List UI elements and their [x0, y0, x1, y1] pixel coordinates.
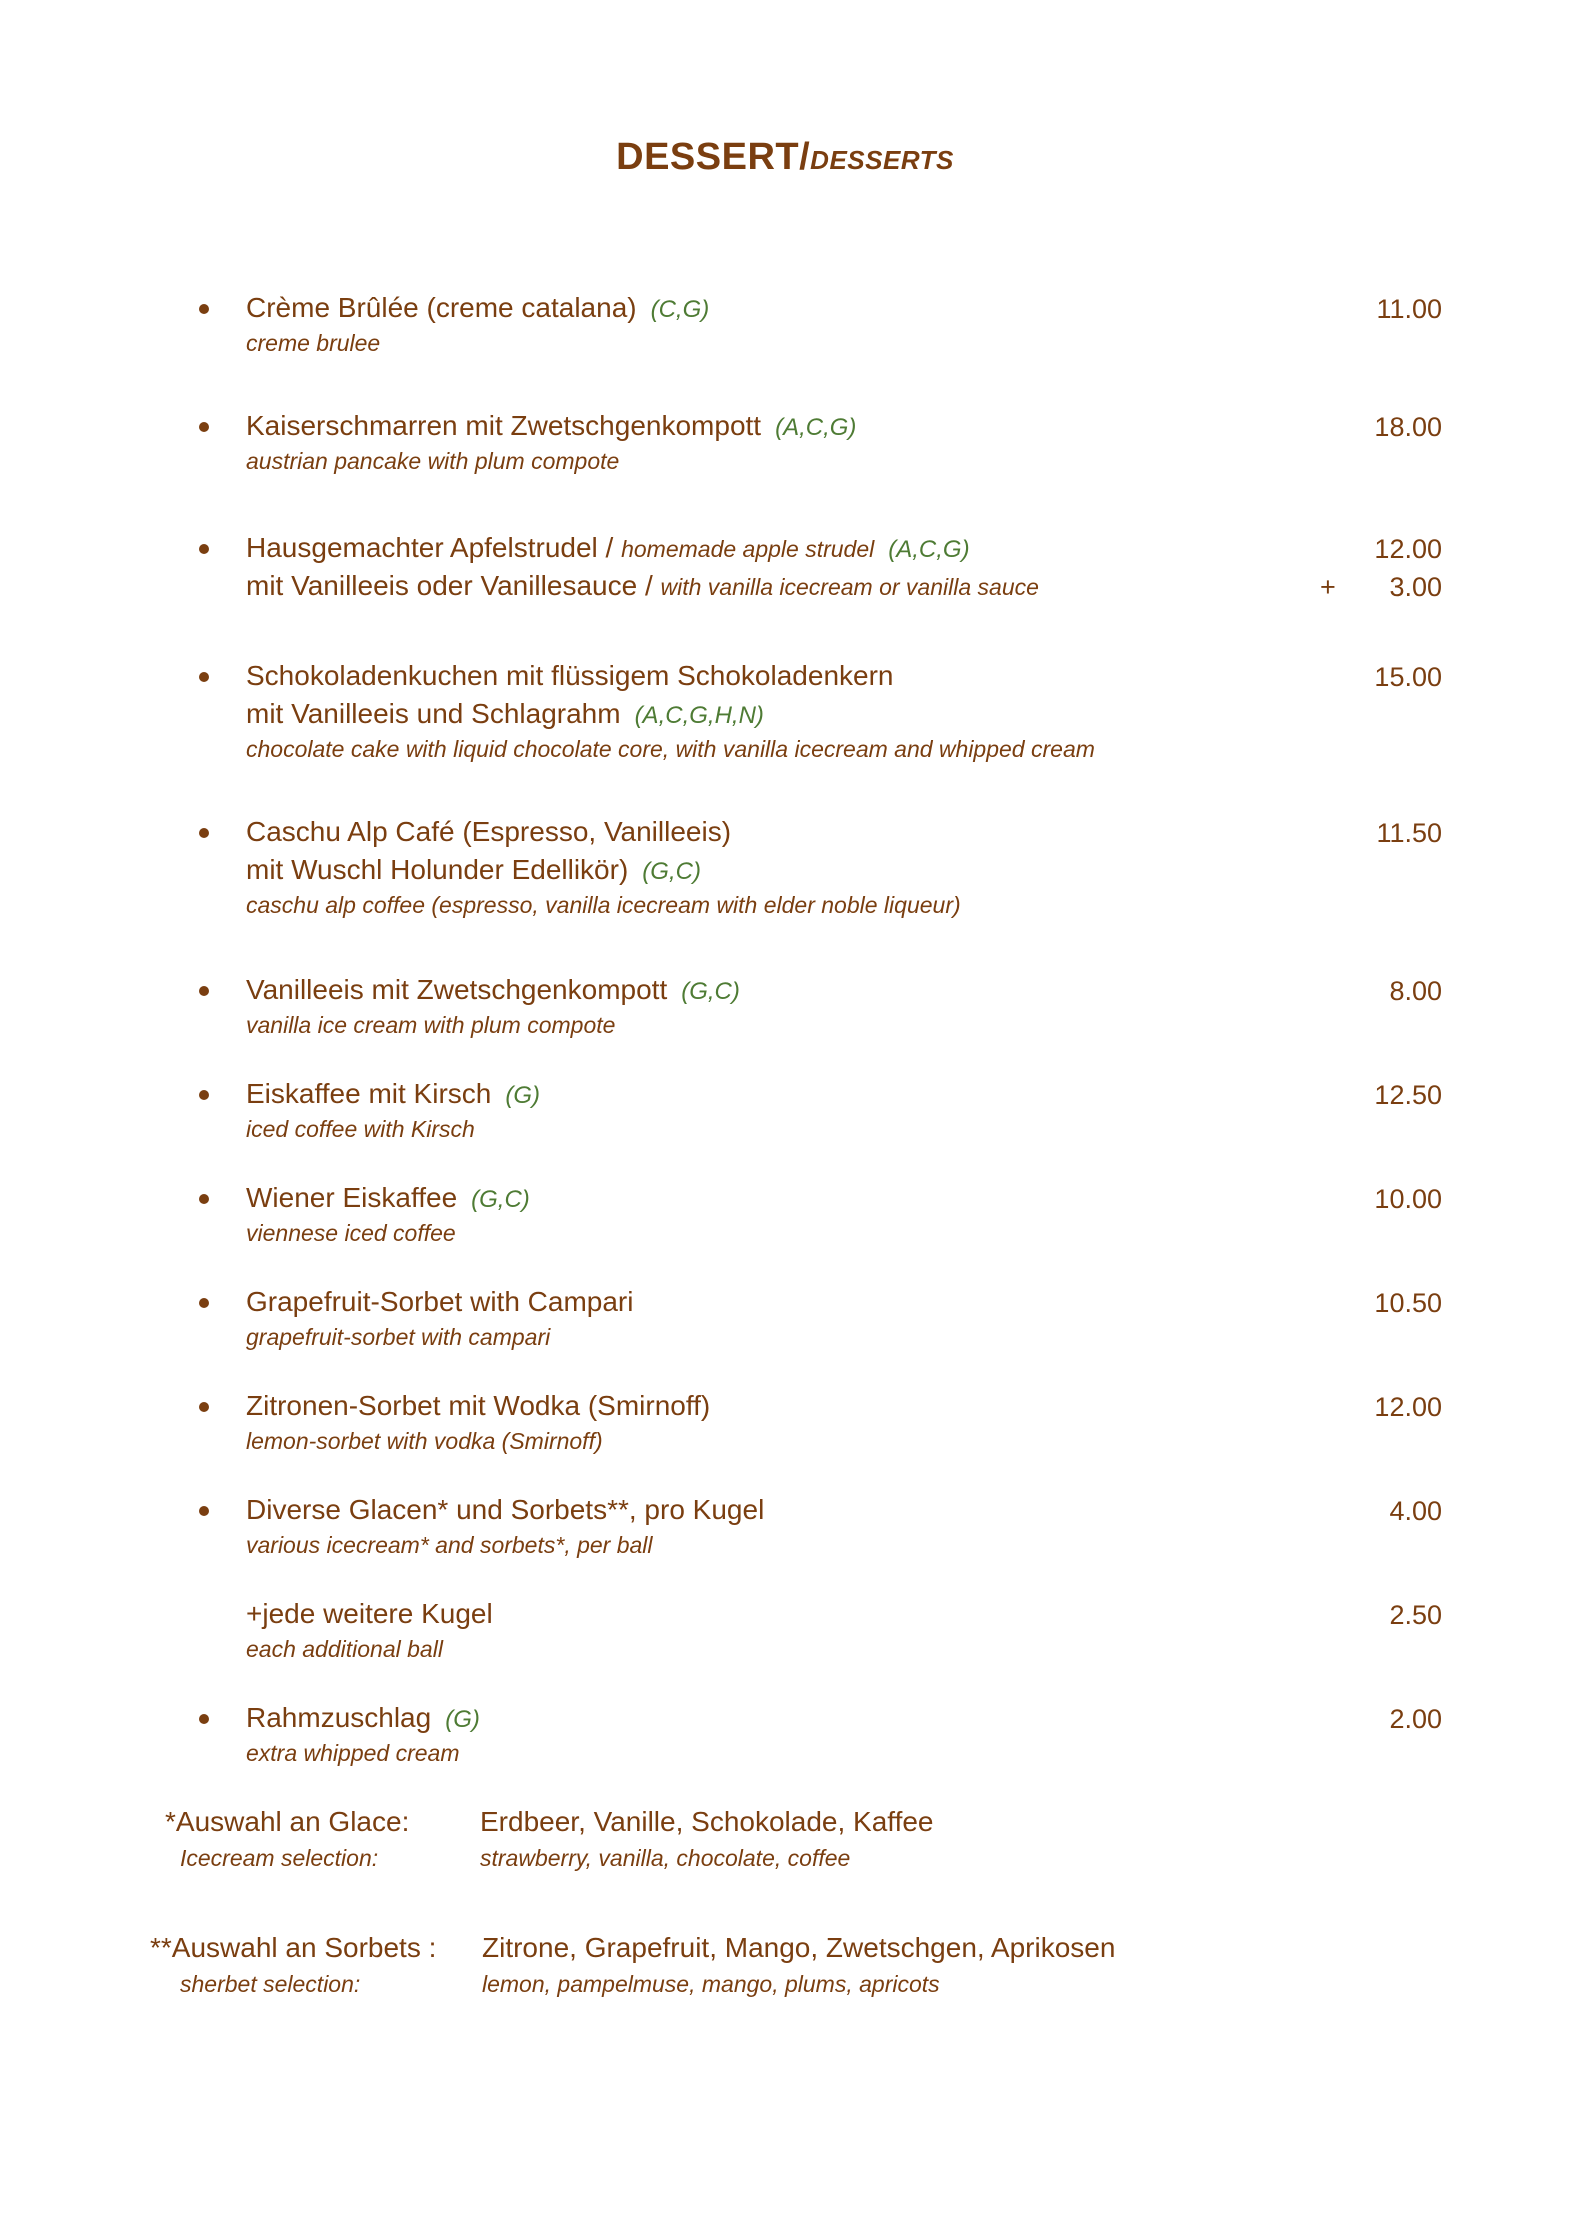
addon-plus: +	[1320, 572, 1336, 602]
item-name-line	[246, 974, 740, 1006]
sorbet-selection-value: Zitrone, Grapefruit, Mango, Zwetschgen, Aprikosen	[482, 1932, 1116, 1963]
item-name-line	[246, 532, 970, 564]
item-name-line	[246, 1494, 764, 1526]
item-name: Grapefruit-Sorbet with Campari	[246, 1286, 634, 1317]
item-addon-line	[246, 570, 1039, 602]
item-name-en: various icecream* and sorbets*, per ball	[246, 1532, 653, 1558]
item-price: 12.00	[1374, 1392, 1442, 1422]
item-name-2: mit Wuschl Holunder Edellikör)	[246, 854, 629, 885]
item-name-en: iced coffee with Kirsch	[246, 1116, 475, 1142]
item-name-en-inline: homemade apple strudel	[621, 536, 875, 562]
bullet-icon	[199, 986, 209, 996]
item-name-line	[246, 1286, 633, 1318]
bullet-icon	[199, 1090, 209, 1100]
item-name: Diverse Glacen* und Sorbets**, pro Kugel	[246, 1494, 765, 1525]
item-price: 18.00	[1374, 412, 1442, 442]
title-sub: DESSERTS	[810, 145, 954, 175]
item-price: 11.50	[1376, 818, 1442, 848]
item-name-line-2	[246, 698, 764, 730]
bullet-icon	[199, 422, 209, 432]
glace-selection-label: *Auswahl an Glace:	[165, 1806, 410, 1837]
item-name: Hausgemachter Apfelstrudel /	[246, 532, 614, 563]
glace-selection-value-en: strawberry, vanilla, chocolate, coffee	[480, 1845, 851, 1871]
item-name-en: vanilla ice cream with plum compote	[246, 1012, 616, 1038]
item-allergens: (A,C,G)	[888, 536, 970, 563]
glace-selection-label-en: Icecream selection:	[180, 1845, 379, 1871]
item-name-en: viennese iced coffee	[246, 1220, 456, 1246]
bullet-icon	[199, 672, 209, 682]
item-addon-en-inline: with vanilla icecream or vanilla sauce	[660, 574, 1039, 600]
item-name: Zitronen-Sorbet mit Wodka (Smirnoff)	[246, 1390, 711, 1421]
sorbet-selection-label-en: sherbet selection:	[180, 1971, 361, 1997]
item-allergens: (C,G)	[650, 296, 710, 323]
item-name-en: extra whipped cream	[246, 1740, 460, 1766]
item-price: 2.00	[1389, 1704, 1442, 1734]
item-price: 11.00	[1376, 294, 1442, 324]
item-name-line-2	[246, 854, 701, 886]
item-name: Wiener Eiskaffee	[246, 1182, 458, 1213]
sorbet-selection-label: **Auswahl an Sorbets :	[150, 1932, 437, 1963]
item-name: Eiskaffee mit Kirsch	[246, 1078, 492, 1109]
bullet-icon	[199, 544, 209, 554]
item-price: 12.00	[1374, 534, 1442, 564]
item-price: 4.00	[1389, 1496, 1442, 1526]
item-price: 10.50	[1374, 1288, 1442, 1318]
item-allergens: (G,C)	[471, 1186, 530, 1213]
item-name-en: austrian pancake with plum compote	[246, 448, 620, 474]
item-name-line	[246, 660, 894, 692]
item-allergens: (G)	[505, 1082, 540, 1109]
item-price: 10.00	[1374, 1184, 1442, 1214]
item-price: 8.00	[1389, 976, 1442, 1006]
item-name-2: mit Vanilleeis und Schlagrahm	[246, 698, 621, 729]
item-name-en: chocolate cake with liquid chocolate core, with vanilla icecream and whipped cream	[246, 736, 1095, 762]
item-price: 15.00	[1374, 662, 1442, 692]
item-allergens: (A,C,G,H,N)	[634, 702, 764, 729]
item-price: 12.50	[1374, 1080, 1442, 1110]
item-name-line	[246, 1598, 493, 1630]
item-name-en: caschu alp coffee (espresso, vanilla icecream with elder noble liqueur)	[246, 892, 961, 918]
bullet-icon	[199, 1714, 209, 1724]
item-name: Kaiserschmarren mit Zwetschgenkompott	[246, 410, 762, 441]
sorbet-selection-value-en: lemon, pampelmuse, mango, plums, apricots	[482, 1971, 940, 1997]
item-name-en: lemon-sorbet with vodka (Smirnoff)	[246, 1428, 603, 1454]
bullet-icon	[199, 1506, 209, 1516]
title-separator: /	[799, 136, 811, 178]
bullet-icon	[199, 1298, 209, 1308]
item-name-line	[246, 292, 709, 324]
item-allergens: (G)	[445, 1706, 480, 1733]
bullet-icon	[199, 828, 209, 838]
item-name-en: grapefruit-sorbet with campari	[246, 1324, 551, 1350]
item-name-line	[246, 1702, 480, 1734]
item-name-line	[246, 1182, 530, 1214]
item-name: Vanilleeis mit Zwetschgenkompott	[246, 974, 668, 1005]
item-name-line	[246, 1078, 540, 1110]
item-name-line	[246, 816, 731, 848]
bullet-icon	[199, 1194, 209, 1204]
item-name: Caschu Alp Café (Espresso, Vanilleeis)	[246, 816, 732, 847]
item-price: 2.50	[1389, 1600, 1442, 1630]
bullet-icon	[199, 304, 209, 314]
item-name: Crème Brûlée (creme catalana)	[246, 292, 637, 323]
item-allergens: (A,C,G)	[775, 414, 857, 441]
item-name: Schokoladenkuchen mit flüssigem Schokoladenkern	[246, 660, 894, 691]
item-name-en: each additional ball	[246, 1636, 443, 1662]
item-name-line	[246, 1390, 710, 1422]
item-addon-price: 3.00	[1389, 572, 1442, 602]
item-name: +jede weitere Kugel	[246, 1598, 493, 1629]
bullet-icon	[199, 1402, 209, 1412]
item-addon-name: mit Vanilleeis oder Vanillesauce /	[246, 570, 653, 601]
item-allergens: (G,C)	[642, 858, 701, 885]
item-name-line	[246, 410, 856, 442]
glace-selection-value: Erdbeer, Vanille, Schokolade, Kaffee	[480, 1806, 934, 1837]
item-name: Rahmzuschlag	[246, 1702, 432, 1733]
page-title	[0, 136, 1570, 179]
title-main: DESSERT	[616, 136, 800, 178]
item-name-en: creme brulee	[246, 330, 381, 356]
item-allergens: (G,C)	[681, 978, 740, 1005]
